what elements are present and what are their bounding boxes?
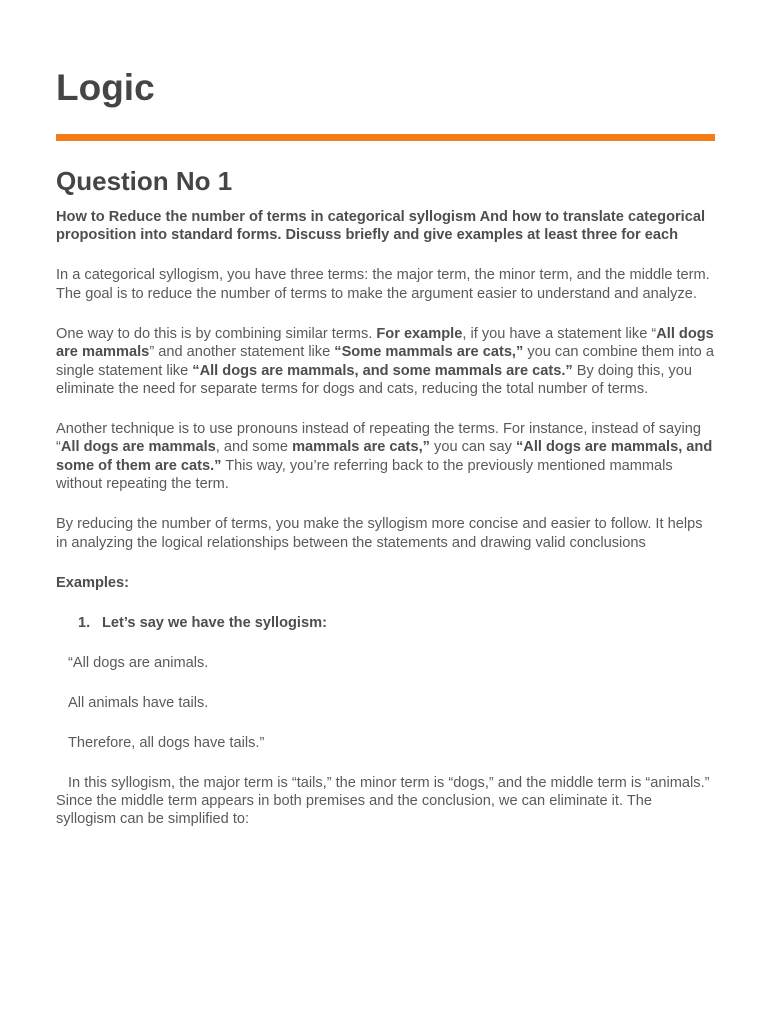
list-item [78, 614, 716, 632]
paragraph-summary: By reducing the number of terms, you make the syllogism more concise and easier to follow. It helps in analyzing the logical relationships between the statements and drawing valid conclusions [56, 516, 703, 551]
paragraph-pronouns: Another technique is to use pronouns instead of repeating the terms. For instance, instead of saying “All dogs are mammals, and some mammals are cats,” you can say “All dogs are mammals, and some of them are cats.” This way, you’re referring back to the previously mentioned mammals without repeating the term. [56, 421, 713, 493]
document-body [56, 208, 716, 850]
document-title: Logic [56, 67, 155, 108]
examples-label: Examples: [56, 574, 130, 591]
title-divider [56, 134, 715, 141]
syllogism-conclusion: Therefore, all dogs have tails.” [68, 734, 265, 751]
list-item-text: Let’s say we have the syllogism: [102, 614, 327, 631]
syllogism-premise-2: All animals have tails. [68, 694, 209, 711]
syllogism-premise-1: “All dogs are animals. [68, 654, 209, 671]
paragraph-analysis: In this syllogism, the major term is “tails,” the minor term is “dogs,” and the middle term is “animals.” Since the middle term appears in both premises and the conclusion, we can eliminate it. The syllogism can be simplified to: [56, 774, 710, 828]
question-heading: Question No 1 [56, 166, 233, 196]
question-text: How to Reduce the number of terms in categorical syllogism And how to translate categorical proposition into standard forms. Discuss briefly and give examples at least three for each [56, 209, 706, 244]
list-number: 1. [78, 614, 91, 631]
paragraph-combining-terms: One way to do this is by combining similar terms. For example, if you have a statement like “All dogs are mammals” and another statement like “Some mammals are cats,” you can combine them into a single statement like “All dogs are mammals, and some mammals are cats.” By doing this, you eliminate the need for separate terms for dogs and cats, reducing the total number of terms. [56, 325, 714, 398]
paragraph-intro: In a categorical syllogism, you have three terms: the major term, the minor term, and the middle term. The goal is to reduce the number of terms to make the argument easier to understand and analyze. [56, 267, 710, 302]
